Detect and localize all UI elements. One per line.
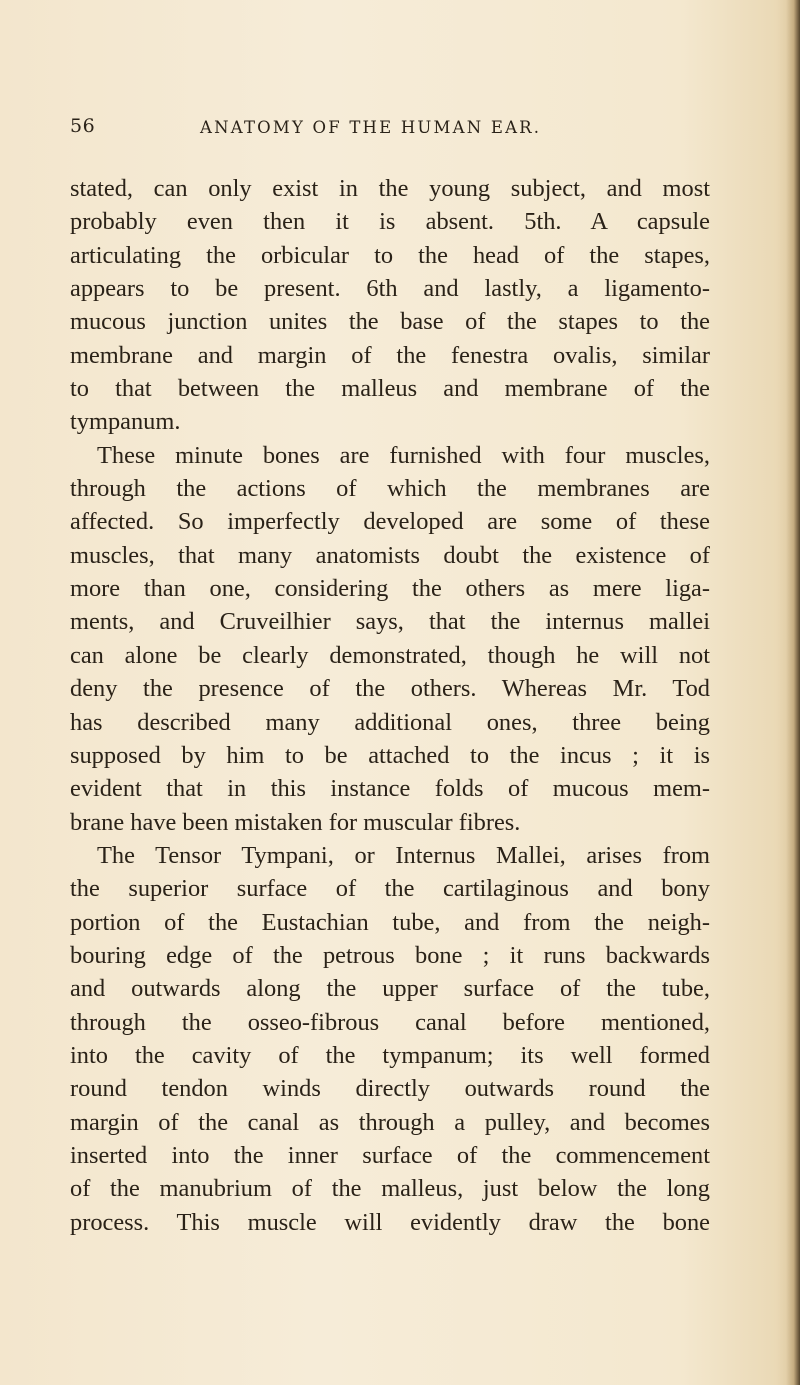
text-line: supposed by him to be attached to the incus ; it is bbox=[70, 741, 710, 769]
text-line: muscles, that many anatomists doubt the existence of bbox=[70, 541, 710, 569]
text-line: can alone be clearly demonstrated, though he will not bbox=[70, 641, 710, 669]
text-line: more than one, considering the others as mere liga- bbox=[70, 575, 710, 603]
page-header bbox=[70, 115, 730, 145]
text-line: The Tensor Tympani, or Internus Mallei, arises from bbox=[97, 841, 710, 869]
page-edge-shadow bbox=[786, 0, 800, 1385]
text-line: bouring edge of the petrous bone ; it runs backwards bbox=[70, 941, 710, 969]
text-line: through the actions of which the membranes are bbox=[70, 475, 710, 503]
text-line: articulating the orbicular to the head of the stapes, bbox=[70, 241, 710, 269]
text-line: mucous junction unites the base of the stapes to the bbox=[70, 308, 710, 336]
text-line: probably even then it is absent. 5th. A capsule bbox=[70, 208, 710, 236]
text-line: of the manubrium of the malleus, just below the long bbox=[70, 1175, 710, 1203]
text-line: and outwards along the upper surface of the tube, bbox=[70, 975, 710, 1003]
text-line: inserted into the inner surface of the commencement bbox=[70, 1141, 710, 1169]
text-line: evident that in this instance folds of mucous mem- bbox=[70, 775, 710, 803]
text-line: These minute bones are furnished with four muscles, bbox=[97, 441, 710, 469]
text-line: round tendon winds directly outwards round the bbox=[70, 1075, 710, 1103]
text-line: the superior surface of the cartilaginous and bony bbox=[70, 875, 710, 903]
text-line: margin of the canal as through a pulley, and becomes bbox=[70, 1108, 710, 1136]
text-line: has described many additional ones, three being bbox=[70, 708, 710, 736]
text-line: membrane and margin of the fenestra ovalis, similar bbox=[70, 341, 710, 369]
text-line: to that between the malleus and membrane of the bbox=[70, 375, 710, 403]
text-line: into the cavity of the tympanum; its well formed bbox=[70, 1041, 710, 1069]
page-number: 56 bbox=[70, 115, 96, 137]
text-line: through the osseo-fibrous canal before mentioned, bbox=[70, 1008, 710, 1036]
text-line: deny the presence of the others. Whereas Mr. Tod bbox=[70, 675, 710, 703]
text-line: process. This muscle will evidently draw the bone bbox=[70, 1208, 710, 1236]
text-line: stated, can only exist in the young subject, and most bbox=[70, 175, 710, 202]
text-line: tympanum. bbox=[70, 408, 181, 436]
text-line: ments, and Cruveilhier says, that the internus mallei bbox=[70, 608, 710, 636]
text-line: appears to be present. 6th and lastly, a ligamento- bbox=[70, 275, 710, 303]
text-line: affected. So imperfectly developed are some of these bbox=[70, 508, 710, 536]
text-line: portion of the Eustachian tube, and from the neigh- bbox=[70, 908, 710, 936]
text-line: brane have been mistaken for muscular fibres. bbox=[70, 808, 521, 836]
body-text bbox=[70, 172, 710, 1239]
running-head: ANATOMY OF THE HUMAN EAR. bbox=[200, 118, 542, 137]
